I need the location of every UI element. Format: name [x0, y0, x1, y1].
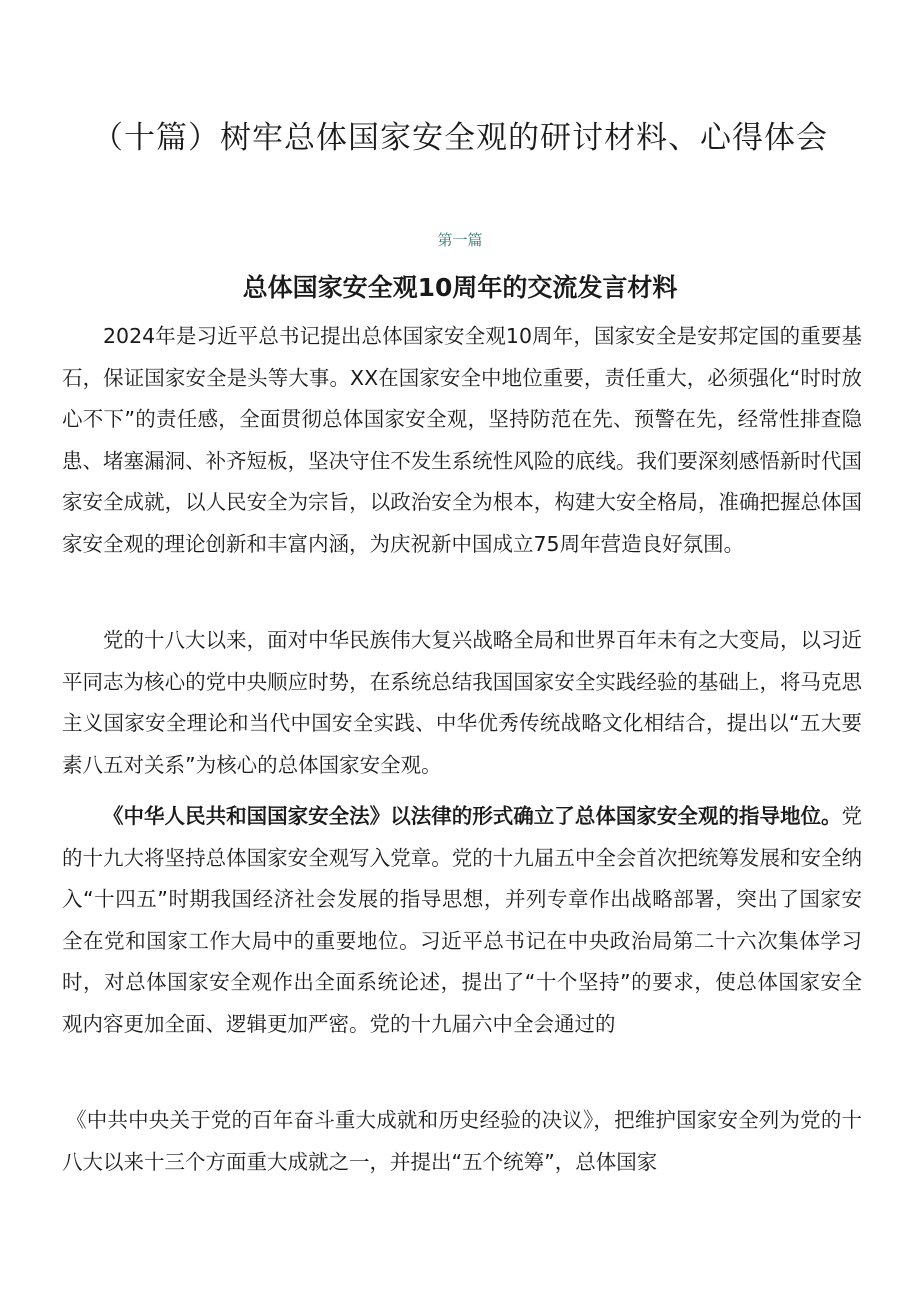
body-paragraph-1-block: [62, 316, 862, 565]
body-paragraph-4: 《中共中央关于党的百年奋斗重大成就和历史经验的决议》，把维护国家安全列为党的十八大以来十三个方面重大成就之一，并提出“五个统筹”，总体国家: [62, 1108, 862, 1174]
body-paragraph-4-block: [62, 1100, 862, 1183]
section-heading: 总体国家安全观10周年的交流发言材料: [242, 273, 678, 302]
body-paragraph-1: 2024年是习近平总书记提出总体国家安全观10周年，国家安全是安邦定国的重要基石，保证国家安全是头等大事。XX在国家安全中地位重要，责任重大，必须强化“时时放心不下”的责任感，全面贯彻总体国家安全观，坚持防范在先、预警在先，经常性排查隐患、堵塞漏洞、补齐短板，坚决守住不发生系统性风险的底线。我们要深刻感悟新时代国家安全成就，以人民安全为宗旨，以政治安全为根本，构建大安全格局，准确把握总体国家安全观的理论创新和丰富内涵，为庆祝新中国成立75周年营造良好氛围。: [62, 324, 862, 556]
body-paragraph-2-block: [62, 620, 862, 786]
body-paragraph-3: [62, 796, 862, 1045]
body-paragraph-3-block: [62, 796, 862, 1045]
document-title: （十篇）树牢总体国家安全观的研讨材料、心得体会: [92, 120, 828, 156]
law-reference-lead: 《中华人民共和国国家安全法》以法律的形式确立了总体国家安全观的指导地位。: [103, 804, 842, 828]
body-paragraph-2: 党的十八大以来，面对中华民族伟大复兴战略全局和世界百年未有之大变局，以习近平同志为核心的党中央顺应时势，在系统总结我国国家安全实践经验的基础上，将马克思主义国家安全理论和当代中国安全实践、中华优秀传统战略文化相结合，提出以“五大要素八五对关系”为核心的总体国家安全观。: [62, 628, 862, 777]
body-paragraph-3-rest: 党的十九大将坚持总体国家安全观写入党章。党的十九届五中全会首次把统筹发展和安全纳入“十四五”时期我国经济社会发展的指导思想，并列专章作出战略部署，突出了国家安全在党和国家工作大局中的重要地位。习近平总书记在中央政治局第二十六次集体学习时，对总体国家安全观作出全面系统论述，提出了“十个坚持”的要求，使总体国家安全观内容更加全面、逻辑更加严密。党的十九届六中全会通过的: [62, 804, 862, 1036]
section-label: 第一篇: [437, 231, 483, 249]
